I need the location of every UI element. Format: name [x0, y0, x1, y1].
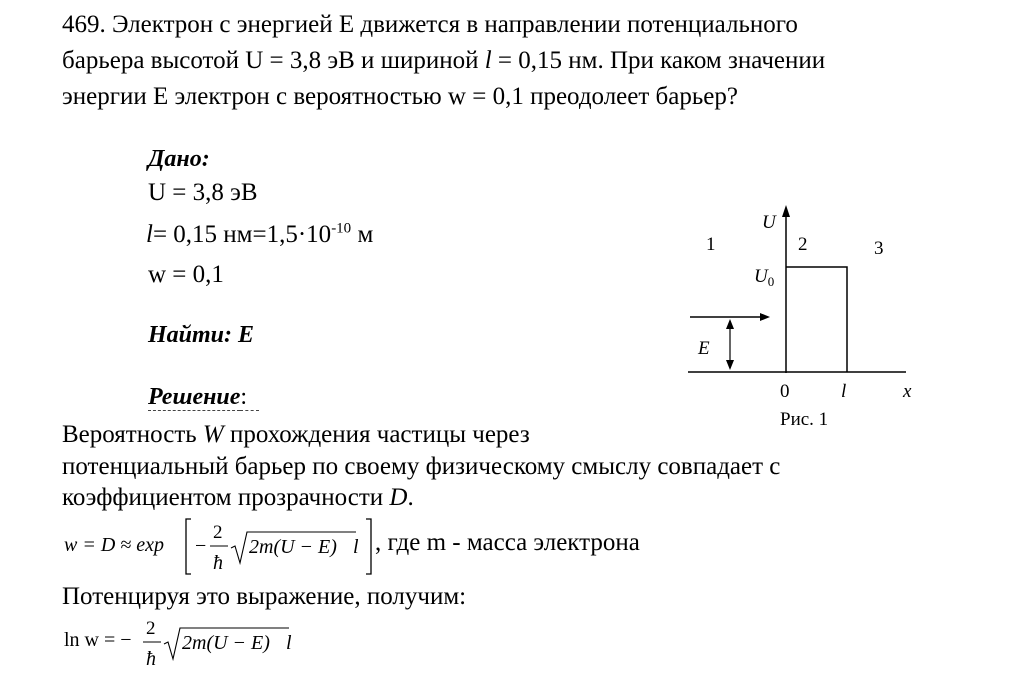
eq1-right-bracket [366, 519, 371, 574]
problem-line-1 [62, 10, 798, 40]
x-axis-label: x [903, 381, 912, 402]
figure-caption: Рис. 1 [780, 409, 829, 430]
given-header: Дано: [148, 146, 210, 172]
barrier-figure [670, 195, 930, 435]
energy-arrow-up [726, 319, 734, 329]
solution-text-1a: Вероятность [62, 421, 203, 448]
problem-text-2a: барьера высотой U = 3,8 эВ и шириной [62, 47, 485, 74]
eq1-denominator: ħ [213, 552, 223, 574]
region-3-label: 3 [874, 238, 884, 259]
energy-label: E [698, 338, 710, 359]
solution-line-2: потенциальный барьер по своему физическому смыслу совпадает с [62, 453, 781, 480]
solution-header [148, 384, 259, 411]
problem-text-1: Электрон с энергией E движется в направлении потенциального [112, 11, 798, 38]
given-l-unit: м [351, 221, 374, 248]
eq2-denominator: ħ [146, 648, 156, 670]
problem-number: 469. [62, 11, 106, 38]
region-1-label: 1 [706, 234, 716, 255]
solution-text-3a: коэффициентом прозрачности [62, 484, 390, 511]
transparency-symbol: D [389, 484, 408, 511]
probability-symbol: W [202, 421, 224, 448]
problem-width-symbol: l [484, 47, 492, 74]
electron-arrow-head [760, 313, 770, 321]
problem-line-2 [62, 46, 825, 76]
eq1-width: l [353, 536, 359, 558]
u0-label: $U_0$ [754, 266, 775, 289]
solution-header-text: Решение [148, 384, 241, 410]
width-label: l [841, 381, 847, 402]
eq1-left-bracket [186, 519, 191, 574]
given-l-symbol: l [146, 221, 153, 248]
eq1-left: w = D ≈ exp [64, 534, 165, 556]
given-l-value: = 0,15 нм=1,5·10 [152, 221, 332, 248]
u-axis-label: U [762, 212, 776, 233]
given-l-exponent: -10 [331, 220, 352, 237]
solution-header-colon: : [240, 384, 259, 411]
eq1-tail: , где m - масса электрона [375, 529, 640, 556]
barrier-outline [786, 267, 847, 372]
eq2-numerator: 2 [146, 618, 156, 639]
solution-line-3 [62, 483, 414, 513]
eq2-radicand: 2m(U − E) [182, 632, 270, 654]
eq1-numerator: 2 [213, 522, 223, 543]
given-u: U = 3,8 эВ [148, 179, 258, 206]
eq2-left [64, 629, 132, 652]
u-axis-arrow [782, 205, 790, 217]
eq1-bracket-expression [183, 516, 383, 578]
eq2-expression [140, 612, 310, 674]
find-header: Найти: E [148, 322, 255, 348]
solution-text-3b: . [407, 484, 414, 511]
eq1-minus: − [195, 535, 207, 557]
problem-text-3: энергии E электрон с вероятностью w = 0,1 преодолеет барьер? [62, 83, 738, 110]
problem-line-3 [62, 82, 738, 112]
eq2-left-text: ln w = − [64, 629, 132, 651]
energy-arrow-down [726, 360, 734, 370]
region-2-label: 2 [798, 234, 808, 255]
solution-line-1 [62, 420, 530, 450]
given-l [146, 220, 373, 250]
problem-text-2b: = 0,15 нм. При каком значении [491, 47, 826, 74]
origin-label: 0 [780, 381, 790, 402]
given-w: w = 0,1 [148, 261, 224, 288]
eq1-radicand: 2m(U − E) [249, 536, 337, 558]
solution-line-4: Потенцируя это выражение, получим: [62, 583, 467, 610]
eq2-width: l [286, 632, 292, 654]
solution-text-1b: прохождения частицы через [223, 421, 530, 448]
